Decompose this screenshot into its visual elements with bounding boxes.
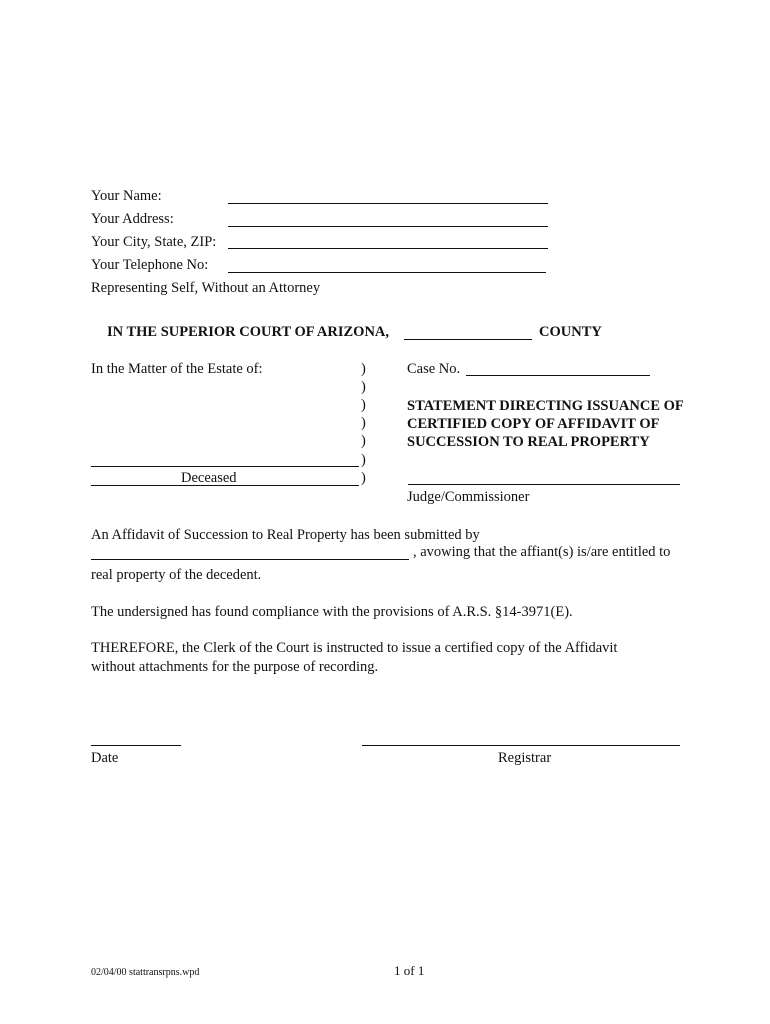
city-field[interactable] (228, 248, 548, 249)
paragraph-1-line-3: real property of the decedent. (91, 567, 262, 583)
paragraph-3-line-1: THEREFORE, the Clerk of the Court is instructed to issue a certified copy of the Affidavit (91, 640, 618, 656)
address-field[interactable] (228, 226, 548, 227)
doc-title-line-1: STATEMENT DIRECTING ISSUANCE OF (407, 398, 684, 414)
judge-signature-field[interactable] (408, 484, 680, 485)
doc-title-line-2: CERTIFIED COPY OF AFFIDAVIT OF (407, 416, 660, 432)
county-label: COUNTY (539, 324, 602, 340)
paragraph-2: The undersigned has found compliance with the provisions of A.R.S. §14-3971(E). (91, 604, 573, 620)
representing-text: Representing Self, Without an Attorney (91, 280, 321, 296)
judge-label: Judge/Commissioner (407, 489, 530, 505)
city-label: Your City, State, ZIP: (91, 234, 217, 250)
caption-paren: ) (361, 415, 366, 431)
caption-paren: ) (361, 433, 366, 449)
name-field[interactable] (228, 203, 548, 204)
name-label: Your Name: (91, 188, 162, 204)
page-number: 1 of 1 (394, 963, 425, 978)
decedent-name-field[interactable] (91, 466, 359, 467)
deceased-label: Deceased (181, 470, 237, 486)
phone-label: Your Telephone No: (91, 257, 209, 273)
caption-paren: ) (361, 397, 366, 413)
case-no-label: Case No. (407, 361, 461, 377)
caption-paren: ) (361, 361, 366, 377)
paragraph-3-line-2: without attachments for the purpose of recording. (91, 659, 379, 675)
deceased-underline (91, 485, 359, 486)
county-field[interactable] (404, 339, 532, 340)
registrar-signature-field[interactable] (362, 745, 680, 746)
address-label: Your Address: (91, 211, 174, 227)
footer-filename: 02/04/00 stattransrpns.wpd (91, 967, 200, 978)
case-no-field[interactable] (466, 375, 650, 376)
estate-matter-label: In the Matter of the Estate of: (91, 361, 263, 377)
date-label: Date (91, 750, 119, 766)
submitter-field[interactable] (91, 559, 409, 560)
phone-field[interactable] (228, 272, 546, 273)
doc-title-line-3: SUCCESSION TO REAL PROPERTY (407, 434, 650, 450)
caption-paren: ) (361, 470, 366, 486)
registrar-label: Registrar (498, 750, 552, 766)
court-title: IN THE SUPERIOR COURT OF ARIZONA, (107, 324, 390, 340)
caption-paren: ) (361, 452, 366, 468)
paragraph-1-line-1: An Affidavit of Succession to Real Property has been submitted by (91, 527, 480, 543)
paragraph-1-line-2: , avowing that the affiant(s) is/are entitled to (413, 544, 671, 560)
date-field[interactable] (91, 745, 181, 746)
caption-paren: ) (361, 379, 366, 395)
